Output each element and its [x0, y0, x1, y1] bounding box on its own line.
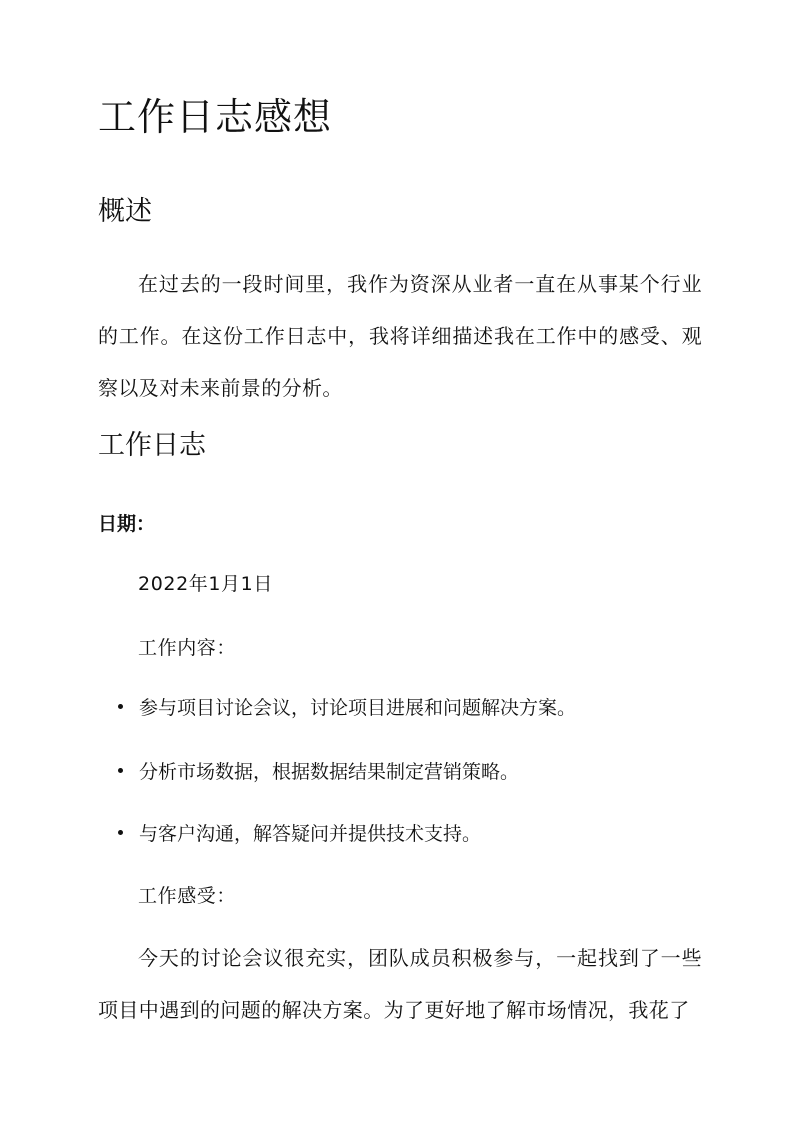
overview-paragraph: 在过去的一段时间里，我作为资深从业者一直在从事某个行业的工作。在这份工作日志中，我将详细描述我在工作中的感受、观察以及对未来前景的分析。: [98, 272, 702, 400]
work-content-label: 工作内容：: [138, 637, 237, 659]
date-label: 日期：: [98, 513, 156, 535]
bullet-icon: [118, 704, 123, 709]
section-heading-work-log: 工作日志: [98, 430, 206, 461]
list-item-text: 参与项目讨论会议，讨论项目进展和问题解决方案。: [139, 697, 577, 719]
section-heading-overview: 概述: [98, 196, 152, 227]
list-item-text: 与客户沟通，解答疑问并提供技术支持。: [139, 823, 482, 845]
list-item: [118, 820, 481, 848]
bullet-icon: [118, 768, 123, 773]
work-feelings-label: 工作感受：: [138, 885, 237, 907]
feelings-paragraph: 今天的讨论会议很充实，团队成员积极参与，一起找到了一些项目中遇到的问题的解决方案。为了更好地了解市场情况，我花了: [98, 946, 702, 1022]
list-item-text: 分析市场数据，根据数据结果制定营销策略。: [139, 761, 520, 783]
page-title: 工作日志感想: [98, 95, 333, 139]
bullet-icon: [118, 830, 123, 835]
date-value: 2022年1月1日: [138, 573, 273, 595]
list-item: [118, 694, 576, 722]
list-item: [118, 758, 519, 786]
